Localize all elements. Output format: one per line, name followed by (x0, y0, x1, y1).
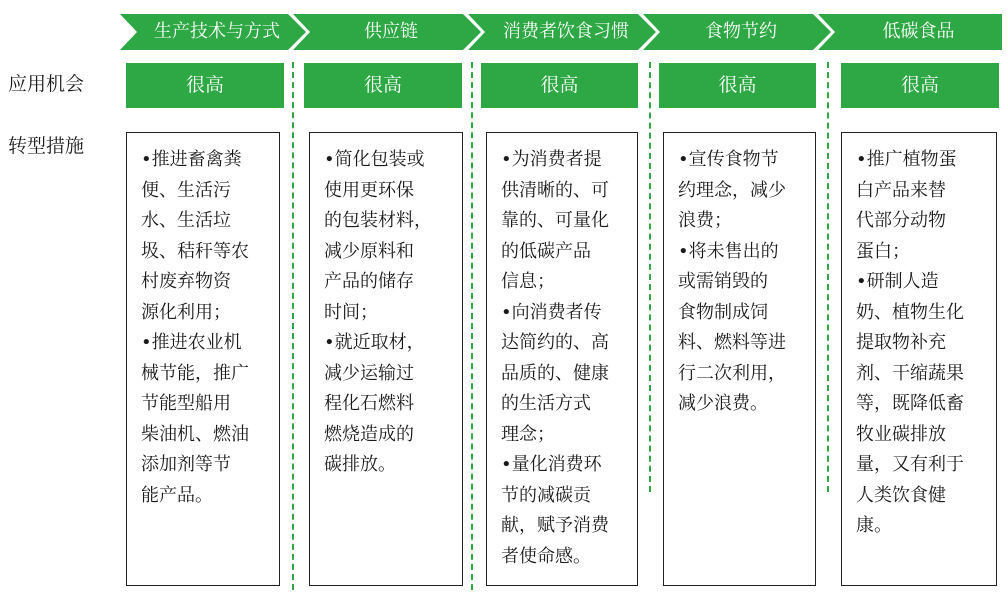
measures-card-4 (663, 132, 816, 586)
measures-card-3 (486, 132, 638, 586)
stage-title-5: 低碳食品 (882, 21, 955, 42)
stage-title-2: 供应链 (364, 21, 418, 42)
measures-card-2 (309, 132, 463, 586)
column-divider (471, 62, 473, 590)
stage-title-3: 消费者饮食习惯 (503, 21, 629, 42)
rating-box-1: 很高 (126, 63, 284, 108)
row-label-measures: 转型措施 (8, 135, 85, 157)
stage-title-4: 食物节约 (705, 21, 777, 42)
rating-box-3: 很高 (481, 63, 638, 108)
measures-text-1: •推进畜禽粪 便、生活污 水、生活垃 圾、秸秆等农 村废弃物资 源化利用； •推进农业机 械节能，推广 节能型船用 柴油机、燃油 添加剂等节 能产品。 (141, 149, 249, 506)
column-divider (649, 62, 651, 492)
measures-text-2: •简化包装或 使用更环保 的包装材料， 减少原料和 产品的储存 时间； •就近取材， 减少运输过 程化石燃料 燃烧造成的 碳排放。 (324, 149, 432, 475)
column-divider (292, 62, 294, 590)
stage-title-1: 生产技术与方式 (154, 21, 280, 42)
rating-box-5: 很高 (841, 63, 999, 108)
measures-text-3: •为消费者提 供清晰的、可 靠的、可量化 的低碳产品 信息； •向消费者传 达简约的、高 品质的、健康 的生活方式 理念； •量化消费环 节的减碳贡 献，赋予消费 者使命感。 (501, 149, 609, 567)
measures-card-5 (841, 132, 997, 586)
measures-card-1 (126, 132, 280, 586)
column-divider (827, 62, 829, 492)
measures-text-4: •宣传食物节 约理念，减少 浪费； •将未售出的 或需销毁的 食物制成饲 料、燃料等进 行二次利用， 减少浪费。 (678, 149, 786, 414)
rating-box-2: 很高 (304, 63, 462, 108)
rating-box-4: 很高 (659, 63, 816, 108)
row-label-opportunity: 应用机会 (8, 73, 85, 95)
measures-text-5: •推广植物蛋 白产品来替 代部分动物 蛋白； •研制人造 奶、植物生化 提取物补充 剂、干缩蔬果 等，既降低畜 牧业碳排放 量，又有利于 人类饮食健 康。 (856, 149, 964, 536)
